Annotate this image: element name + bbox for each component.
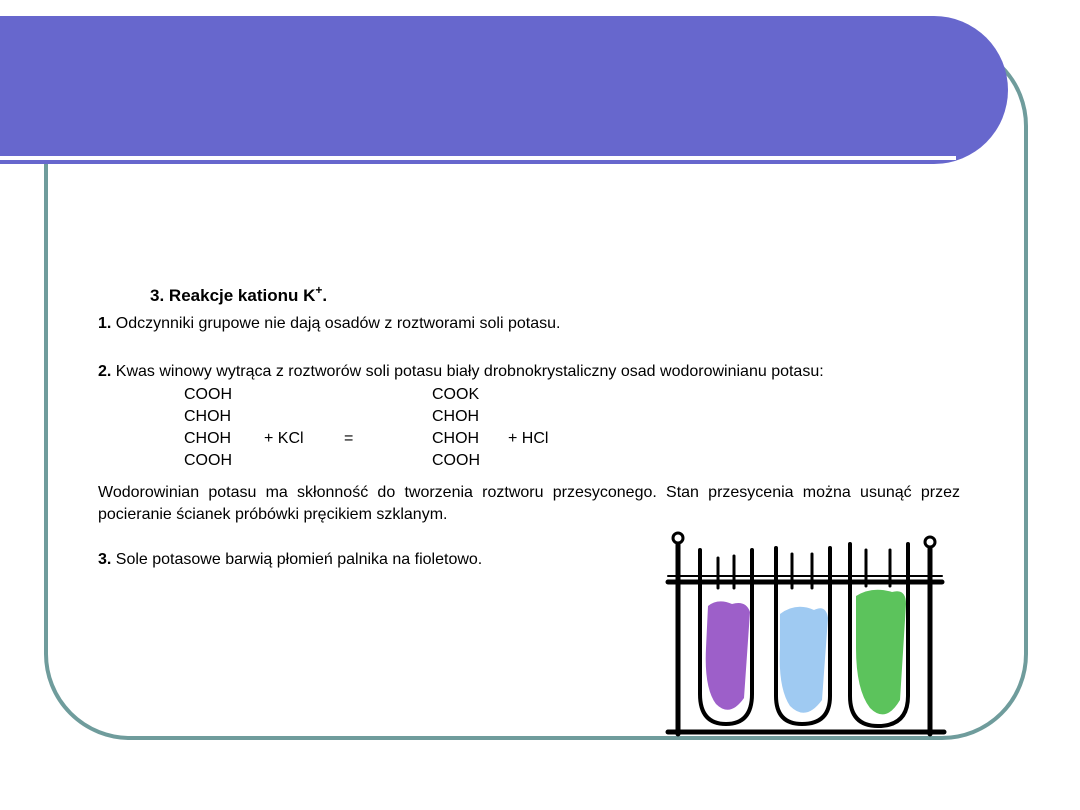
- supersaturation-note: Wodorowinian potasu ma skłonność do tworzenia roztworu przesyconego. Stan przesycenia można usunąć przez pocieranie ścianek próbówki pręcikiem szklanym.: [98, 484, 960, 523]
- equals-sign: =: [344, 430, 354, 447]
- banner-underline: [0, 156, 956, 160]
- purple-liquid: [706, 601, 750, 709]
- blue-liquid: [780, 607, 828, 713]
- product-formula: COOK CHOH CHOH COOH: [432, 386, 480, 469]
- title-banner: [0, 16, 1008, 164]
- green-liquid: [856, 590, 906, 715]
- byproduct: + HCl: [508, 430, 549, 447]
- item-2: 2. Kwas winowy wytrąca z roztworów soli potasu biały drobnokrystaliczny osad wodorowinianu potasu:: [98, 363, 824, 380]
- reactant-formula: COOH CHOH CHOH COOH: [184, 386, 232, 469]
- reagent: + KCl: [264, 430, 304, 447]
- test-tube-rack-icon: [660, 528, 948, 742]
- item-1: 1. Odczynniki grupowe nie dają osadów z roztworami soli potasu.: [98, 315, 561, 332]
- item-3: 3. Sole potasowe barwią płomień palnika na fioletowo.: [98, 551, 483, 568]
- section-heading: 3. Reakcje kationu K+.: [150, 283, 328, 305]
